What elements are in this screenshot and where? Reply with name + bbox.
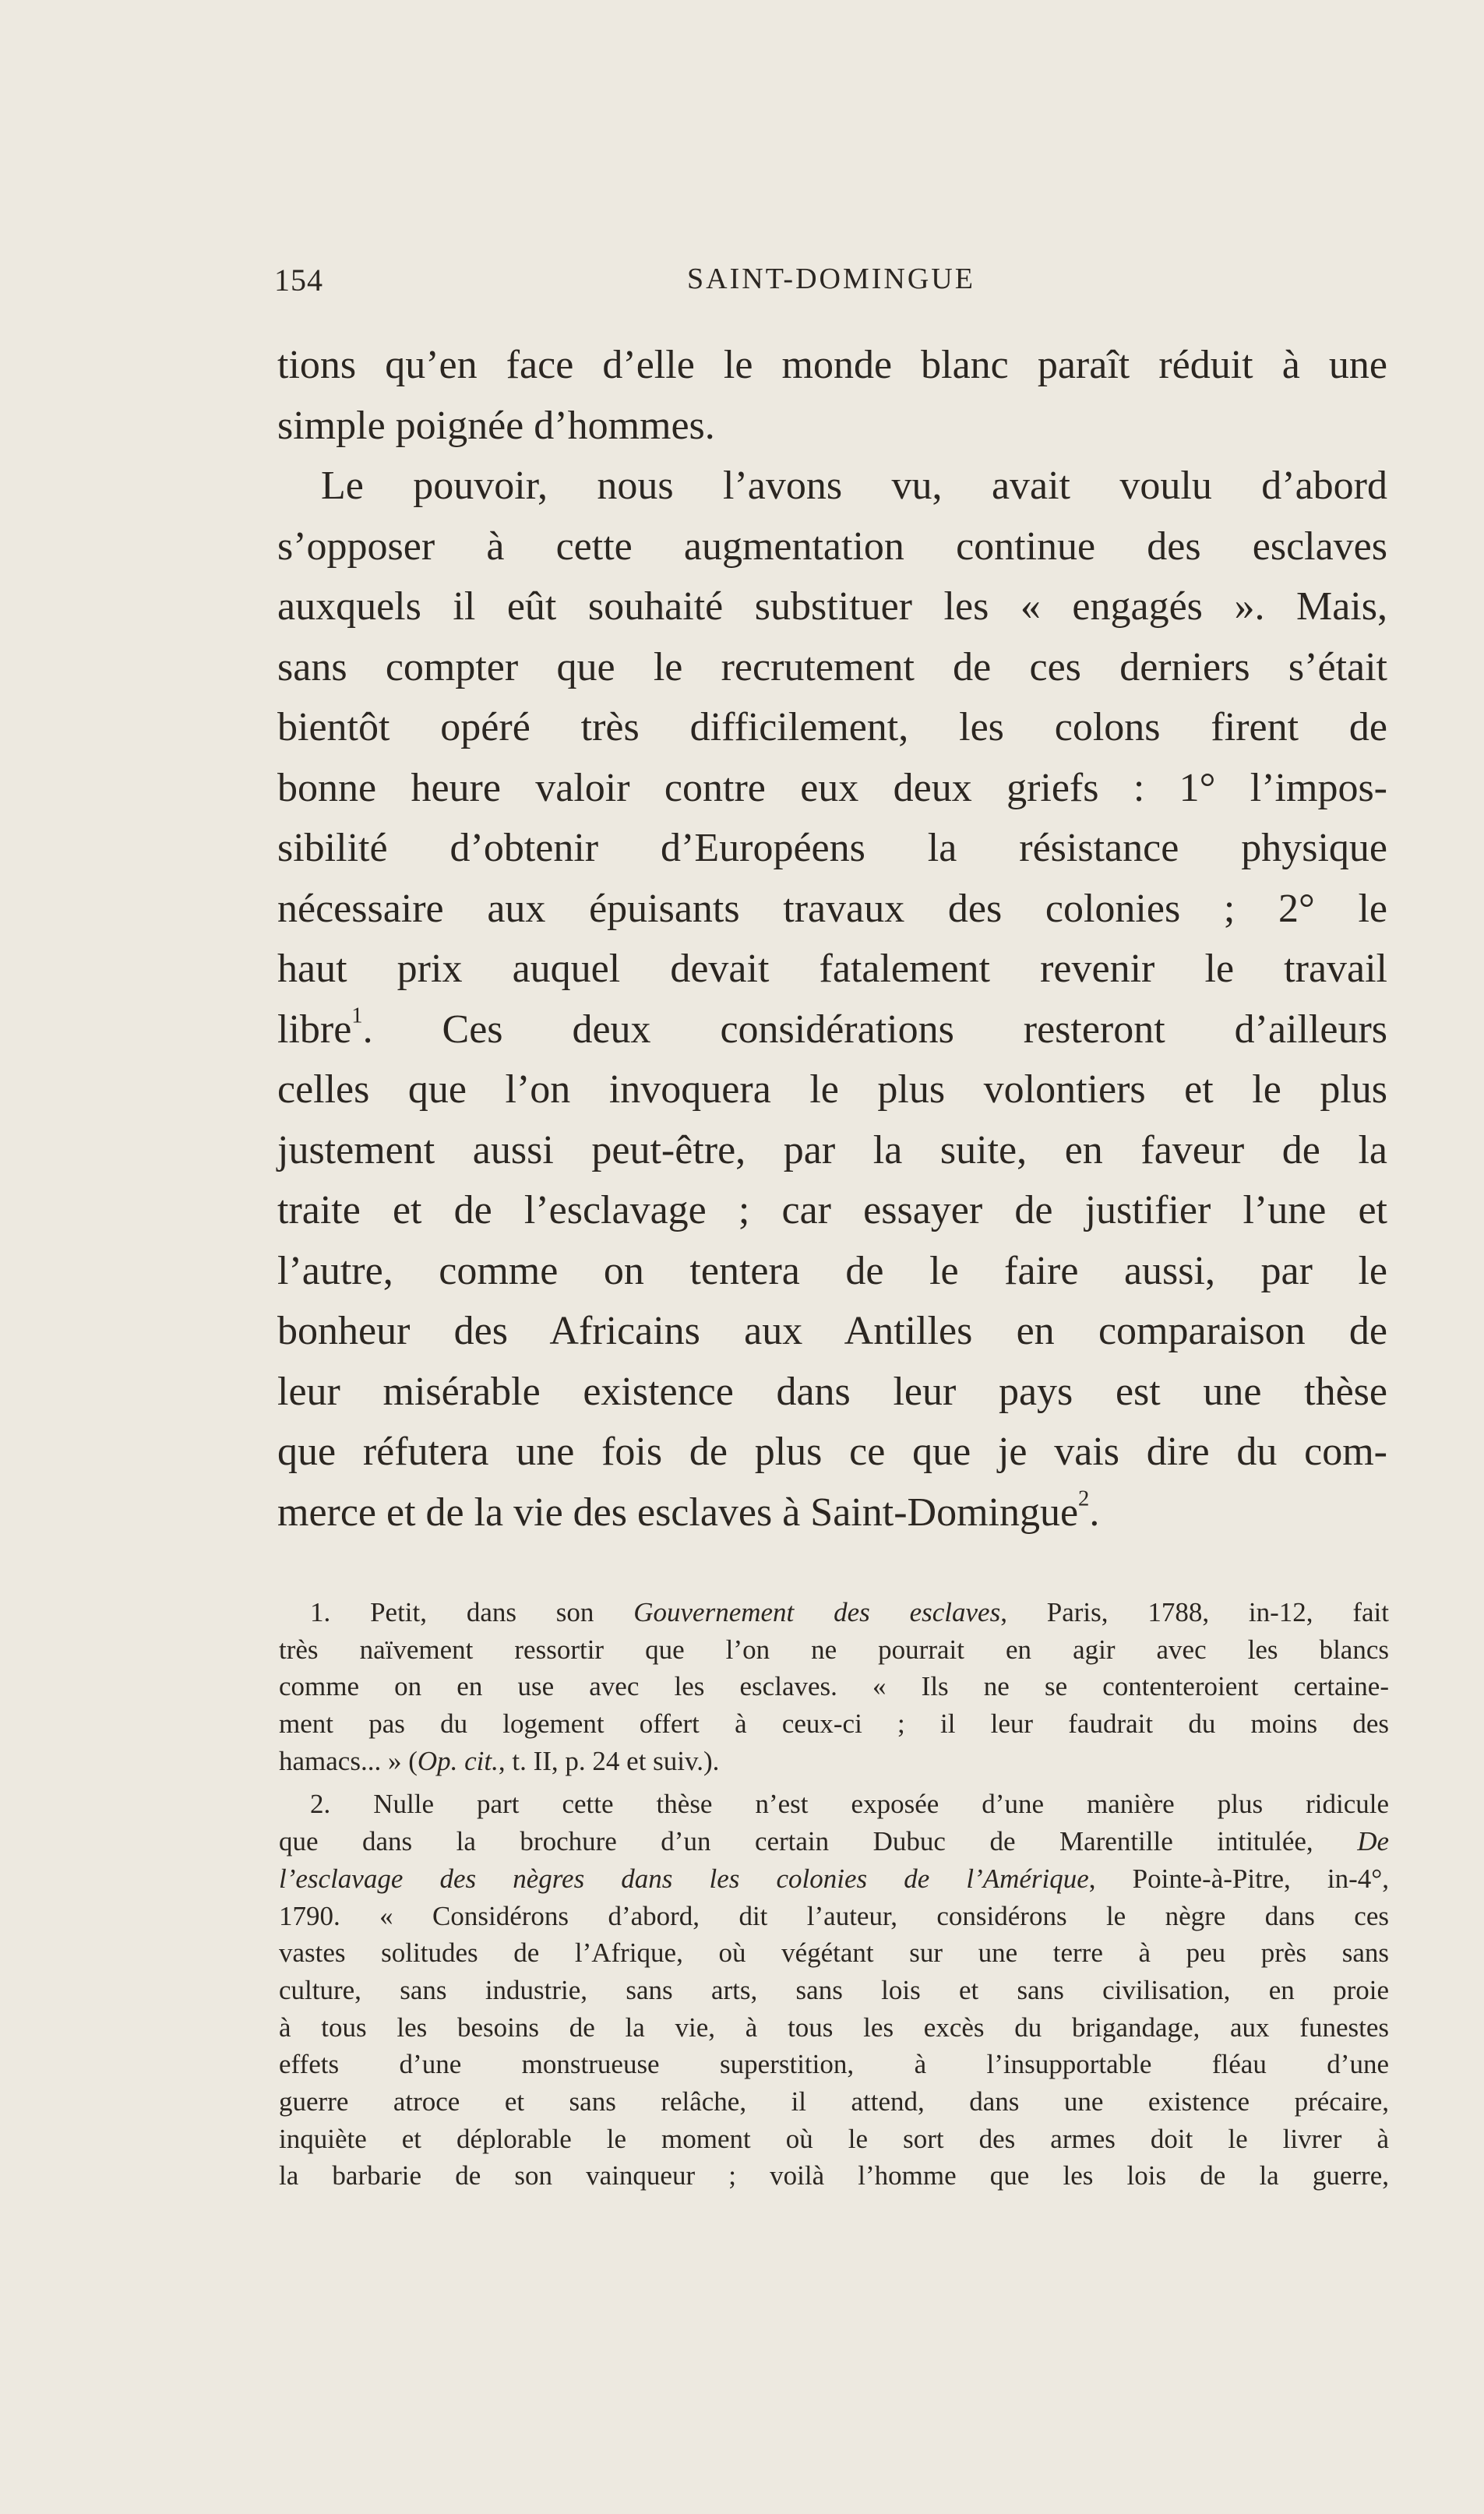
body-line: auxquels il eût souhaité substituer les « engagés ». Mais, [277, 584, 1387, 629]
page-number: 154 [274, 263, 323, 298]
footnote-text: , t. II, p. 24 et suiv.). [498, 1745, 720, 1776]
book-title: Gouvernement des esclaves [633, 1597, 1001, 1627]
body-line: sans compter que le recrutement de ces derniers s’était [277, 644, 1387, 689]
footnote-line: ment pas du logement offert à ceux-ci ; il leur faudrait du moins des [279, 1708, 1389, 1740]
body-line: Le pouvoir, nous l’avons vu, avait voulu d’abord [321, 464, 1387, 508]
footnote-text: que dans la brochure d’un certain Dubuc de Marentille intitulée, [279, 1826, 1358, 1857]
footnote-line [279, 1743, 1389, 1780]
body-line: tions qu’en face d’elle le monde blanc paraît réduit à une [277, 343, 1387, 387]
footnote-text: 1. Petit, dans son [310, 1597, 634, 1627]
body-line: justement aussi peut-être, par la suite, en faveur de la [277, 1127, 1387, 1172]
book-title: l’esclavage des nègres dans les colonies de l’Amérique [279, 1863, 1089, 1894]
body-line-text: . [1089, 1490, 1100, 1535]
body-line: celles que l’on invoquera le plus volontiers et le plus [277, 1067, 1387, 1112]
footnote-ref-1: 1 [351, 1003, 363, 1028]
book-title: De [1357, 1826, 1389, 1857]
footnote-line [279, 1594, 1389, 1631]
body-line: leur misérable existence dans leur pays est une thèse [277, 1369, 1387, 1414]
footnote-text: , Paris, 1788, in-12, fait [1000, 1597, 1390, 1627]
body-line-text: libre [277, 1007, 352, 1052]
footnote-gap [279, 1779, 1389, 1786]
body-line: nécessaire aux épuisants travaux des colonies ; 2° le [277, 886, 1387, 931]
footnote-line: culture, sans industrie, sans arts, sans lois et sans civilisation, en proie [279, 1974, 1389, 2005]
body-line: haut prix auquel devait fatalement revenir le travail [277, 947, 1387, 991]
body-line [277, 1000, 1387, 1060]
body-text [277, 335, 1387, 1543]
body-line: simple poignée d’hommes. [277, 403, 715, 448]
footnote-line: effets d’une monstrueuse superstition, à l’insupportable fléau d’une [279, 2049, 1389, 2080]
body-line-text: merce et de la vie des esclaves à Saint-Domingue [277, 1490, 1079, 1535]
footnote-line [279, 1860, 1389, 1898]
footnote-line [279, 1823, 1389, 1860]
body-line: bonheur des Africains aux Antilles en comparaison de [277, 1309, 1387, 1353]
body-line: bonne heure valoir contre eux deux griefs : 1° l’impos- [277, 765, 1387, 810]
footnotes [279, 1594, 1389, 2195]
footnote-line: 2. Nulle part cette thèse n’est exposée d’une manière plus ridicule [310, 1789, 1389, 1820]
citation-abbrev: Op. cit. [417, 1745, 499, 1776]
footnote-line: vastes solitudes de l’Afrique, où végétant sur une terre à peu près sans [279, 1938, 1389, 1969]
footnote-line: à tous les besoins de la vie, à tous les excès du brigandage, aux funestes [279, 2012, 1389, 2043]
footnote-line: comme on en use avec les esclaves. « Ils ne se contenteroient certaine- [279, 1671, 1389, 1702]
running-title: SAINT-DOMINGUE [687, 263, 975, 295]
body-line-text: . Ces deux considérations resteront d’ailleurs [362, 1007, 1387, 1052]
footnote-2 [279, 1786, 1389, 2195]
footnote-line: très naïvement ressortir que l’on ne pourrait en agir avec les blancs [279, 1634, 1389, 1665]
footnote-line: la barbarie de son vainqueur ; voilà l’homme que les lois de la guerre, [279, 2160, 1389, 2191]
footnote-text: hamacs... » ( [279, 1745, 418, 1776]
footnote-line: guerre atroce et sans relâche, il attend, dans une existence précaire, [279, 2086, 1389, 2117]
body-line: l’autre, comme on tentera de le faire aussi, par le [277, 1248, 1387, 1293]
footnote-line: 1790. « Considérons d’abord, dit l’auteur, considérons le nègre dans ces [279, 1900, 1389, 1931]
body-line: bientôt opéré très difficilement, les colons firent de [277, 705, 1387, 749]
body-line [277, 1483, 1387, 1543]
footnote-text: , Pointe-à-Pitre, in-4°, [1088, 1863, 1390, 1894]
body-line: que réfutera une fois de plus ce que je vais dire du com- [277, 1430, 1387, 1474]
footnote-1 [279, 1594, 1389, 1779]
body-line: traite et de l’esclavage ; car essayer de justifier l’une et [277, 1188, 1387, 1232]
footnote-line: inquiète et déplorable le moment où le sort des armes doit le livrer à [279, 2123, 1389, 2154]
body-line: sibilité d’obtenir d’Européens la résistance physique [277, 826, 1387, 870]
footnote-ref-2: 2 [1078, 1486, 1090, 1511]
body-line: s’opposer à cette augmentation continue des esclaves [277, 524, 1387, 569]
running-head [274, 262, 1388, 301]
